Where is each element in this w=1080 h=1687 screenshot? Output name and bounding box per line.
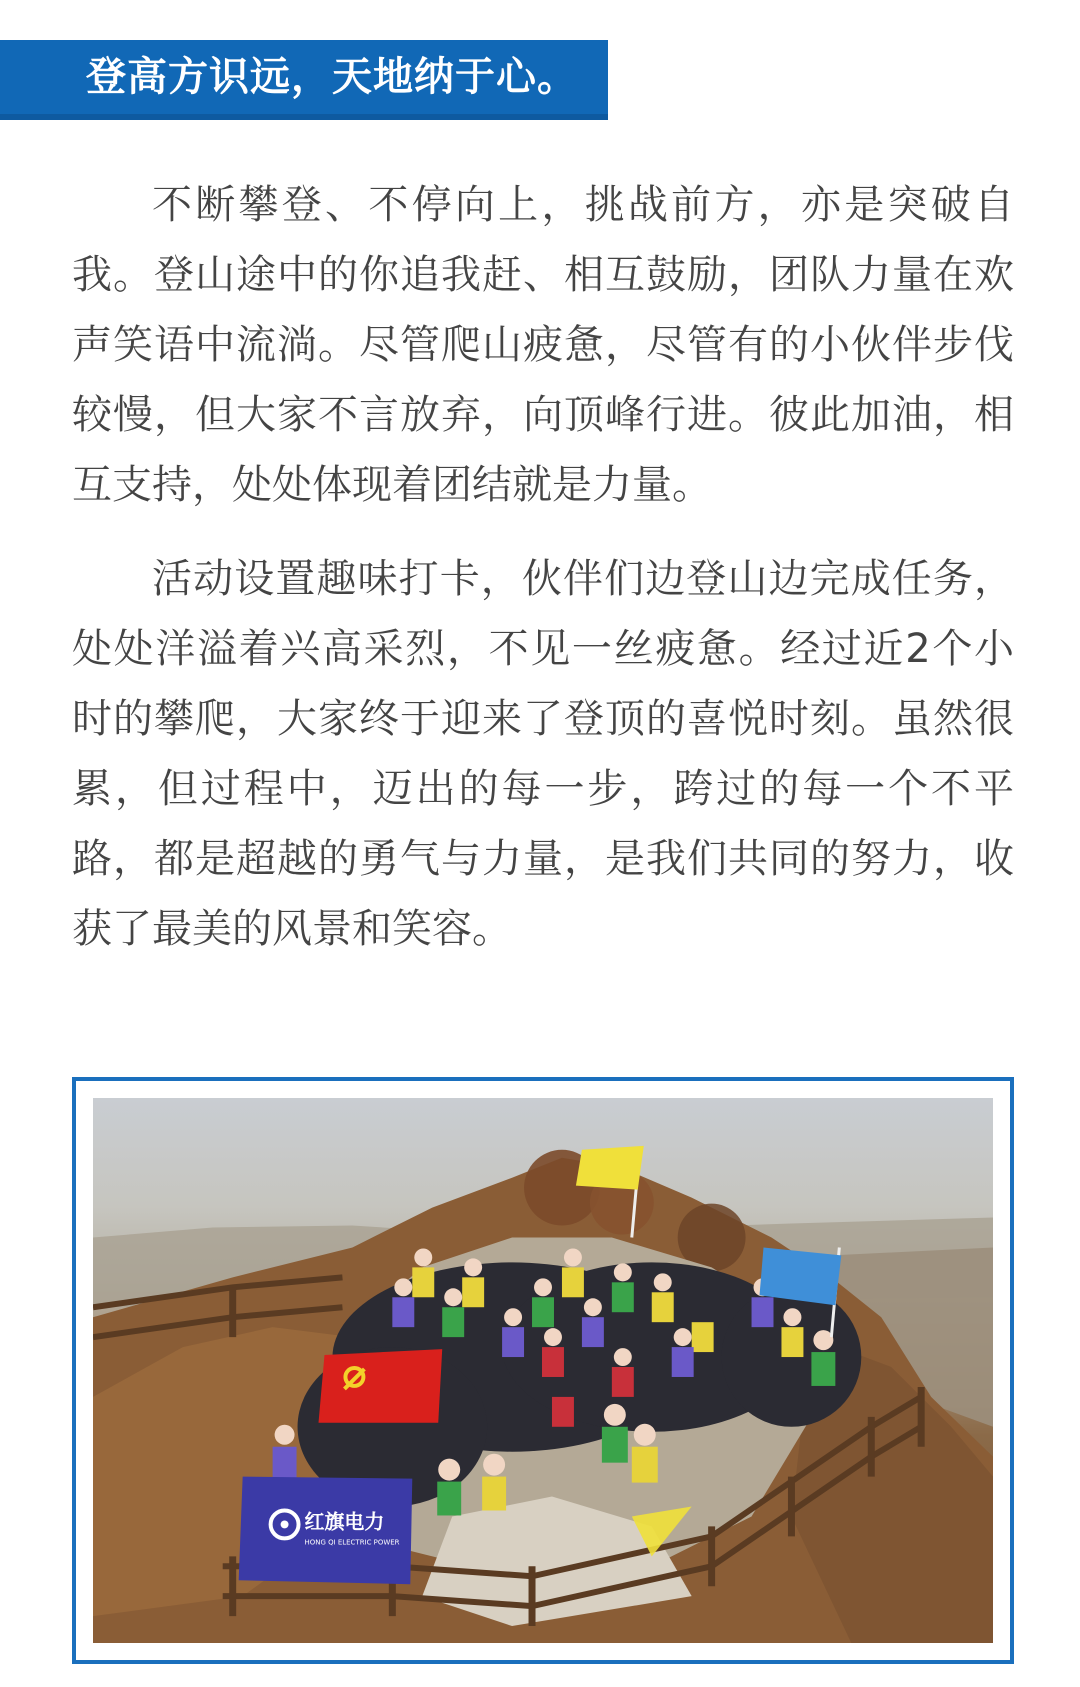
article-paragraph-1: 不断攀登、不停向上，挑战前方，亦是突破自我。登山途中的你追我赶、相互鼓励，团队力量在欢声笑语中流淌。尽管爬山疲惫，尽管有的小伙伴步伐较慢，但大家不言放弃，向顶峰行进。彼此加油，相互支持，处处体现着团结就是力量。: [72, 182, 1014, 508]
article-body: [72, 170, 1014, 964]
company-banner: [239, 1477, 413, 1585]
section-header-banner: [0, 40, 608, 120]
group-photo: [93, 1098, 993, 1643]
photo-frame: [72, 1077, 1014, 1664]
section-title: 登高方识远，天地纳于心。: [86, 54, 578, 100]
red-flag: [318, 1349, 442, 1423]
article-paragraph-2: 活动设置趣味打卡，伙伴们边登山边完成任务，处处洋溢着兴高采烈，不见一丝疲惫。经过近2个小时的攀爬，大家终于迎来了登顶的喜悦时刻。虽然很累，但过程中，迈出的每一步，跨过的每一个不平路，都是超越的勇气与力量，是我们共同的努力，收获了最美的风景和笑容。: [72, 556, 1014, 952]
mountain-group-photo-illustration: [93, 1098, 993, 1643]
company-banner-subtext: HONG QI ELECTRIC POWER: [304, 1538, 400, 1547]
company-banner-text: 红旗电力: [304, 1509, 385, 1534]
